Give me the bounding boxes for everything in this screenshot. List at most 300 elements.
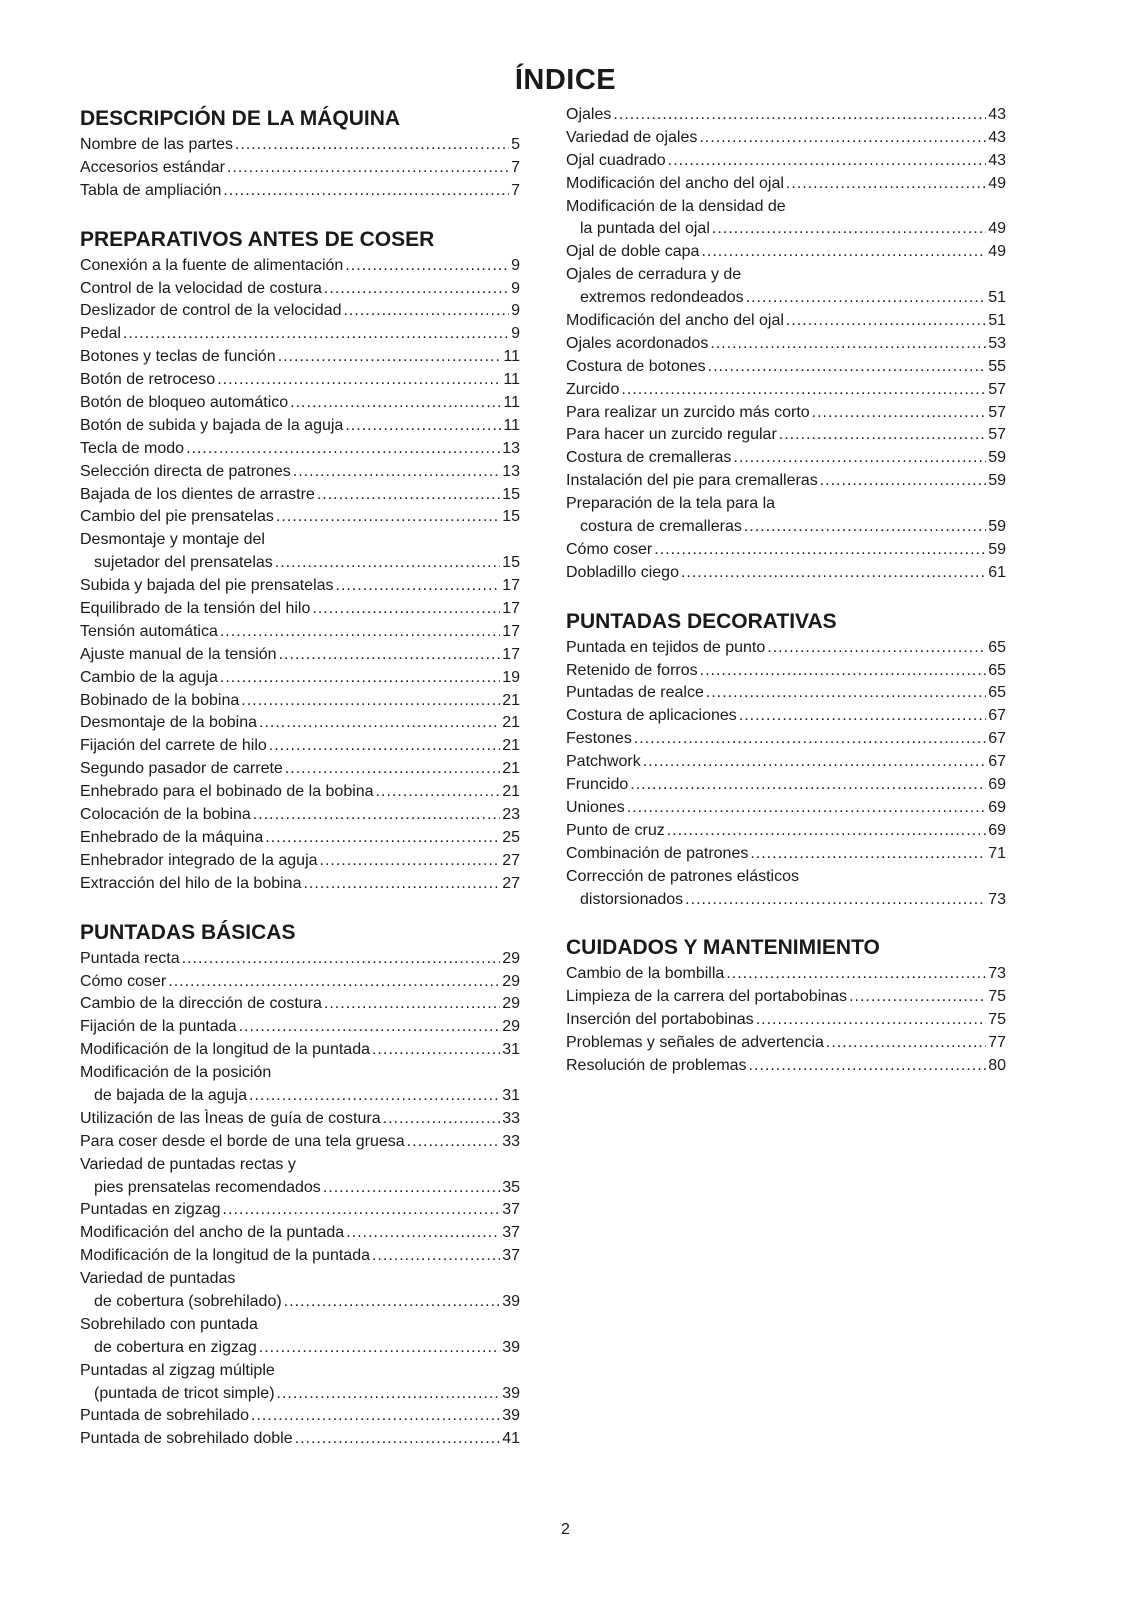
toc-entry-page: 67 — [988, 730, 1006, 748]
toc-entry — [80, 1337, 520, 1360]
dot-leader — [290, 392, 501, 415]
toc-left-column — [80, 104, 520, 1451]
toc-entry-label: la puntada del ojal — [580, 220, 710, 238]
toc-entry-label: Deslizador de control de la velocidad — [80, 302, 342, 320]
toc-entry-page: 57 — [988, 426, 1006, 444]
dot-leader — [820, 470, 987, 493]
toc-entry — [80, 369, 520, 392]
dot-leader — [667, 820, 986, 843]
toc-entry-label: extremos redondeados — [580, 289, 744, 307]
page-number: 2 — [561, 1521, 570, 1538]
dot-leader — [235, 134, 509, 157]
toc-entry — [80, 758, 520, 781]
toc-entry-label: Bobinado de la bobina — [80, 691, 240, 709]
dot-leader — [324, 278, 509, 301]
toc-entry-page: 75 — [988, 1011, 1006, 1029]
dot-leader — [700, 660, 987, 683]
toc-entry-page: 9 — [511, 279, 520, 297]
toc-entry — [80, 1039, 520, 1062]
toc-entry-page: 15 — [502, 554, 520, 572]
dot-leader — [293, 461, 500, 484]
toc-section — [566, 104, 1006, 585]
dot-leader — [317, 484, 500, 507]
toc-entry-label: Conexión a la fuente de alimentación — [80, 256, 344, 274]
toc-entry — [566, 682, 1006, 705]
toc-entry-page: 57 — [988, 380, 1006, 398]
toc-entry-page: 9 — [511, 256, 520, 274]
toc-entry — [80, 1383, 520, 1406]
toc-entry-page: 29 — [502, 972, 520, 990]
dot-leader — [123, 323, 509, 346]
dot-leader — [812, 402, 987, 425]
toc-entry — [80, 1245, 520, 1268]
dot-leader — [227, 157, 509, 180]
dot-leader — [767, 637, 986, 660]
dot-leader — [269, 735, 500, 758]
toc-entry-label: Uniones — [566, 798, 625, 816]
toc-entry — [80, 873, 520, 896]
toc-section — [566, 607, 1006, 912]
dot-leader — [220, 667, 500, 690]
toc-entry-label: Selección directa de patrones — [80, 462, 291, 480]
toc-entry — [80, 712, 520, 735]
dot-leader — [259, 1337, 500, 1360]
toc-entry — [566, 241, 1006, 264]
toc-entry-label: Ojales — [566, 106, 612, 123]
toc-section — [80, 104, 520, 203]
toc-entry-label: Pedal — [80, 325, 121, 343]
toc-entry-page: 80 — [988, 1056, 1006, 1074]
toc-entry-label: sujetador del prensatelas — [94, 554, 273, 572]
toc-entry-label: Equilibrado de la tensión del hilo — [80, 600, 311, 618]
dot-leader — [220, 621, 500, 644]
section-heading: DESCRIPCIÓN DE LA MÁQUINA — [80, 107, 401, 130]
section-heading: PUNTADAS BÁSICAS — [80, 920, 296, 944]
toc-entry — [566, 986, 1006, 1009]
toc-entry-page: 27 — [502, 874, 520, 892]
dot-leader — [749, 1055, 987, 1078]
dot-leader — [708, 356, 987, 379]
dot-leader — [320, 850, 501, 873]
dot-leader — [323, 1177, 500, 1200]
toc-entry — [80, 781, 520, 804]
toc-entry-page: 11 — [503, 348, 520, 366]
toc-entry — [80, 300, 520, 323]
toc-entry-label: Modificación del ancho del ojal — [566, 174, 784, 192]
dot-leader — [726, 963, 986, 986]
toc-entry — [80, 1428, 520, 1451]
toc-entry-page: 67 — [988, 707, 1006, 725]
dot-leader — [372, 1039, 500, 1062]
toc-entry-page: 69 — [988, 798, 1006, 816]
toc-entry-page: 31 — [502, 1086, 520, 1104]
toc-entry-label: Puntada recta — [80, 949, 180, 967]
dot-leader — [324, 993, 500, 1016]
toc-entry — [566, 660, 1006, 683]
toc-entry-page: 11 — [503, 416, 520, 434]
toc-entry — [80, 644, 520, 667]
dot-leader — [744, 516, 986, 539]
toc-entry — [566, 127, 1006, 150]
toc-entry-label: Botón de retroceso — [80, 371, 216, 389]
toc-entry-label: Variedad de ojales — [566, 128, 698, 146]
dot-leader — [345, 255, 509, 278]
toc-entry — [80, 827, 520, 850]
dot-leader — [336, 575, 501, 598]
toc-entry-label: Tecla de modo — [80, 439, 185, 457]
section-heading: PUNTADAS DECORATIVAS — [566, 609, 837, 633]
toc-section — [566, 933, 1006, 1077]
toc-entry-label: Limpieza de la carrera del portabobinas — [566, 988, 848, 1006]
dot-leader — [279, 644, 501, 667]
toc-entry-page: 69 — [988, 776, 1006, 794]
toc-entry-label: Combinación de patrones — [566, 844, 749, 862]
toc-entry — [80, 346, 520, 369]
dot-leader — [285, 758, 500, 781]
toc-entry-label: Subida y bajada del pie prensatelas — [80, 577, 334, 595]
toc-entry — [80, 1291, 520, 1314]
toc-entry — [80, 1131, 520, 1154]
dot-leader — [786, 173, 986, 196]
dot-leader — [849, 986, 986, 1009]
toc-entry-page: 59 — [988, 449, 1006, 467]
toc-entry-label: Cambio del pie prensatelas — [80, 508, 274, 526]
dot-leader — [627, 797, 987, 820]
dot-leader — [383, 1108, 501, 1131]
toc-entry-label: Botón de subida y bajada de la aguja — [80, 416, 344, 434]
toc-entry — [566, 797, 1006, 820]
toc-entry-page: 13 — [502, 439, 520, 457]
dot-leader — [668, 150, 987, 173]
toc-entry-first-line: Variedad de puntadas rectas y — [80, 1155, 296, 1173]
toc-entry — [80, 735, 520, 758]
toc-entry-page: 67 — [988, 753, 1006, 771]
dot-leader — [284, 1291, 501, 1314]
dot-leader — [746, 287, 987, 310]
toc-entry-label: pies prensatelas recomendados — [94, 1178, 321, 1196]
toc-entry-page: 17 — [502, 600, 520, 618]
toc-entry-page: 21 — [502, 714, 520, 732]
toc-entry-page: 49 — [988, 220, 1006, 238]
toc-entry — [566, 774, 1006, 797]
toc-entry — [80, 804, 520, 827]
dot-leader — [786, 310, 986, 333]
dot-leader — [826, 1032, 986, 1055]
toc-entry-page: 11 — [503, 394, 520, 412]
toc-entry-label: Botones y teclas de función — [80, 348, 276, 366]
toc-entry-label: Resolución de problemas — [566, 1056, 747, 1074]
toc-entry-label: Control de la velocidad de costura — [80, 279, 322, 297]
dot-leader — [750, 843, 986, 866]
toc-entry-page: 7 — [511, 181, 520, 199]
toc-entry-page: 21 — [502, 691, 520, 709]
toc-entry-label: Para realizar un zurcido más corto — [566, 403, 810, 421]
toc-entry-page: 53 — [988, 334, 1006, 352]
toc-entry-page: 43 — [988, 128, 1006, 146]
toc-entry — [80, 667, 520, 690]
toc-entry-label: Para hacer un zurcido regular — [566, 426, 777, 444]
toc-entry-label: Zurcido — [566, 380, 620, 398]
toc-entry — [80, 438, 520, 461]
dot-leader — [613, 104, 986, 127]
toc-entry-label: Dobladillo ciego — [566, 563, 679, 581]
toc-entry-page: 43 — [988, 106, 1006, 123]
dot-leader — [277, 1383, 501, 1406]
toc-entry-page: 11 — [503, 371, 520, 389]
dot-leader — [685, 889, 986, 912]
toc-entry-page: 61 — [988, 563, 1006, 581]
toc-entry-page: 37 — [502, 1201, 520, 1219]
toc-entry — [80, 278, 520, 301]
toc-entry — [80, 621, 520, 644]
toc-section — [80, 918, 520, 1452]
dot-leader — [372, 1245, 500, 1268]
toc-entry-page: 35 — [502, 1178, 520, 1196]
toc-entry — [80, 552, 520, 575]
toc-entry — [80, 461, 520, 484]
toc-entry-page: 7 — [511, 158, 520, 176]
toc-entry-label: Fijación del carrete de hilo — [80, 737, 267, 755]
toc-entry-label: Enhebrado de la máquina — [80, 828, 264, 846]
toc-entry-page: 29 — [502, 995, 520, 1013]
toc-entry — [80, 1085, 520, 1108]
toc-entry-page: 17 — [502, 577, 520, 595]
toc-entry — [566, 310, 1006, 333]
toc-entry-first-line: Desmontaje y montaje del — [80, 531, 265, 549]
toc-entry — [80, 506, 520, 529]
toc-entry-page: 71 — [988, 844, 1006, 862]
toc-entry — [566, 424, 1006, 447]
toc-entry-page: 73 — [988, 890, 1006, 908]
dot-leader — [241, 690, 500, 713]
toc-entry-label: Problemas y señales de advertencia — [566, 1034, 824, 1052]
toc-entry — [566, 728, 1006, 751]
dot-leader — [733, 447, 986, 470]
toc-entry-page: 39 — [502, 1338, 520, 1356]
toc-entry-label: Puntada de sobrehilado — [80, 1407, 250, 1425]
toc-entry-page: 25 — [502, 828, 520, 846]
toc-entry — [566, 402, 1006, 425]
section-heading: PREPARATIVOS ANTES DE COSER — [80, 227, 435, 251]
toc-entry — [80, 180, 520, 203]
toc-entry-first-line: Variedad de puntadas — [80, 1270, 236, 1288]
dot-leader — [634, 728, 986, 751]
toc-entry — [566, 705, 1006, 728]
toc-entry-label: Cómo coser — [566, 540, 653, 558]
toc-entry-first-line: Modificación de la densidad de — [566, 197, 786, 215]
toc-entry-label: Tensión automática — [80, 622, 218, 640]
dot-leader — [779, 424, 986, 447]
dot-leader — [699, 127, 986, 150]
toc-entry-page: 51 — [988, 312, 1006, 330]
toc-entry-page: 59 — [988, 518, 1006, 536]
dot-leader — [345, 415, 501, 438]
toc-entry-label: Instalación del pie para cremalleras — [566, 472, 818, 490]
toc-entry — [80, 971, 520, 994]
toc-entry — [80, 575, 520, 598]
toc-entry-label: de cobertura (sobrehilado) — [94, 1292, 282, 1310]
dot-leader — [346, 1222, 500, 1245]
toc-entry-page: 55 — [988, 357, 1006, 375]
toc-entry-label: Segundo pasador de carrete — [80, 760, 283, 778]
toc-entry-page: 69 — [988, 821, 1006, 839]
dot-leader — [249, 1085, 500, 1108]
dot-leader — [265, 827, 500, 850]
toc-entry-page: 43 — [988, 151, 1006, 169]
toc-entry-label: Ajuste manual de la tensión — [80, 645, 277, 663]
toc-entry-page: 13 — [502, 462, 520, 480]
toc-entry — [80, 1108, 520, 1131]
toc-entry-page: 33 — [502, 1109, 520, 1127]
toc-entry — [566, 333, 1006, 356]
toc-entry-page: 15 — [502, 508, 520, 526]
toc-entry — [80, 1405, 520, 1428]
toc-entry — [566, 287, 1006, 310]
toc-entry-page: 49 — [988, 174, 1006, 192]
toc-entry-label: Accesorios estándar — [80, 158, 225, 176]
toc-entry — [566, 637, 1006, 660]
toc-entry-label: costura de cremalleras — [580, 518, 742, 536]
toc-entry-page: 21 — [502, 737, 520, 755]
toc-entry-page: 17 — [502, 645, 520, 663]
toc-entry-page: 39 — [502, 1384, 520, 1402]
toc-entry-page: 29 — [502, 1018, 520, 1036]
dot-leader — [621, 379, 986, 402]
toc-entry-label: Enhebrado para el bobinado de la bobina — [80, 783, 374, 801]
toc-entry-label: Punto de cruz — [566, 821, 665, 839]
toc-entry-label: Ojal de doble capa — [566, 243, 700, 261]
toc-entry-label: Retenido de forros — [566, 661, 698, 679]
dot-leader — [756, 1009, 987, 1032]
toc-entry-label: de bajada de la aguja — [94, 1086, 248, 1104]
toc-entry — [566, 356, 1006, 379]
toc-entry-label: Modificación de la longitud de la puntada — [80, 1247, 370, 1265]
toc-entry-label: Bajada de los dientes de arrastre — [80, 485, 315, 503]
toc-entry-label: Costura de botones — [566, 357, 706, 375]
toc-entry-page: 21 — [502, 760, 520, 778]
toc-entry — [80, 1177, 520, 1200]
toc-entry-page: 73 — [988, 965, 1006, 983]
toc-entry — [80, 323, 520, 346]
toc-entry — [80, 1016, 520, 1039]
toc-entry-page: 65 — [988, 661, 1006, 679]
toc-entry-label: Puntadas en zigzag — [80, 1201, 221, 1219]
toc-entry-first-line: Preparación de la tela para la — [566, 495, 776, 513]
toc-entry-label: Ojales acordonados — [566, 334, 709, 352]
toc-entry-label: Para coser desde el borde de una tela gruesa — [80, 1132, 405, 1150]
toc-entry — [566, 470, 1006, 493]
toc-entry-page: 15 — [502, 485, 520, 503]
toc-entry-label: Patchwork — [566, 753, 641, 771]
toc-entry-page: 57 — [988, 403, 1006, 421]
toc-entry-label: de cobertura en zigzag — [94, 1338, 257, 1356]
dot-leader — [303, 873, 500, 896]
toc-entry — [566, 1055, 1006, 1078]
dot-leader — [259, 712, 500, 735]
dot-leader — [182, 948, 501, 971]
toc-entry-page: 65 — [988, 638, 1006, 656]
toc-entry — [566, 218, 1006, 241]
dot-leader — [701, 241, 986, 264]
toc-entry-page: 59 — [988, 472, 1006, 490]
toc-entry-label: Festones — [566, 730, 632, 748]
toc-entry — [566, 150, 1006, 173]
toc-entry-page: 41 — [502, 1430, 520, 1448]
toc-entry-page: 39 — [502, 1407, 520, 1425]
dot-leader — [312, 598, 500, 621]
toc-entry — [566, 751, 1006, 774]
toc-entry-label: Cambio de la aguja — [80, 668, 218, 686]
toc-entry-label: Cambio de la bombilla — [566, 965, 725, 983]
toc-entry — [566, 820, 1006, 843]
dot-leader — [710, 333, 986, 356]
toc-entry-label: Puntada de sobrehilado doble — [80, 1430, 293, 1448]
dot-leader — [239, 1016, 501, 1039]
dot-leader — [712, 218, 986, 241]
toc-entry — [80, 598, 520, 621]
toc-entry-label: Fruncido — [566, 776, 629, 794]
toc-entry — [80, 134, 520, 157]
toc-entry-page: 9 — [511, 325, 520, 343]
dot-leader — [630, 774, 986, 797]
dot-leader — [654, 539, 986, 562]
dot-leader — [739, 705, 986, 728]
toc-entry-page: 33 — [502, 1132, 520, 1150]
toc-section — [80, 225, 520, 896]
toc-entry-page: 49 — [988, 243, 1006, 261]
dot-leader — [186, 438, 500, 461]
toc-entry-page: 37 — [502, 1224, 520, 1242]
toc-entry — [80, 850, 520, 873]
toc-entry-page: 37 — [502, 1247, 520, 1265]
toc-entry-page: 39 — [502, 1292, 520, 1310]
dot-leader — [295, 1428, 501, 1451]
toc-entry — [80, 690, 520, 713]
toc-entry — [80, 484, 520, 507]
toc-entry-first-line: Sobrehilado con puntada — [80, 1315, 258, 1333]
dot-leader — [278, 346, 502, 369]
toc-entry — [566, 963, 1006, 986]
toc-entry-label: Inserción del portabobinas — [566, 1011, 754, 1029]
toc-entry-label: Costura de aplicaciones — [566, 707, 737, 725]
toc-entry-page: 59 — [988, 540, 1006, 558]
toc-entry-label: Ojal cuadrado — [566, 151, 666, 169]
toc-entry-label: Puntadas de realce — [566, 684, 704, 702]
toc-entry-page: 75 — [988, 988, 1006, 1006]
toc-entry — [80, 157, 520, 180]
toc-entry — [566, 889, 1006, 912]
toc-entry-first-line: Ojales de cerradura y de — [566, 266, 742, 284]
toc-entry-label: Cómo coser — [80, 972, 167, 990]
toc-entry-label: Modificación del ancho del ojal — [566, 312, 784, 330]
toc-entry — [566, 539, 1006, 562]
dot-leader — [275, 552, 500, 575]
toc-entry — [566, 562, 1006, 585]
dot-leader — [253, 804, 500, 827]
toc-entry-page: 31 — [502, 1041, 520, 1059]
toc-entry — [566, 104, 1006, 127]
dot-leader — [276, 506, 500, 529]
dot-leader — [168, 971, 500, 994]
toc-entry-page: 21 — [502, 783, 520, 801]
dot-leader — [251, 1405, 500, 1428]
toc-entry-page: 51 — [988, 289, 1006, 307]
toc-entry-label: Fijación de la puntada — [80, 1018, 237, 1036]
toc-right-column — [566, 104, 1006, 1078]
section-heading: CUIDADOS Y MANTENIMIENTO — [566, 936, 880, 960]
dot-leader — [343, 300, 509, 323]
toc-entry — [80, 948, 520, 971]
